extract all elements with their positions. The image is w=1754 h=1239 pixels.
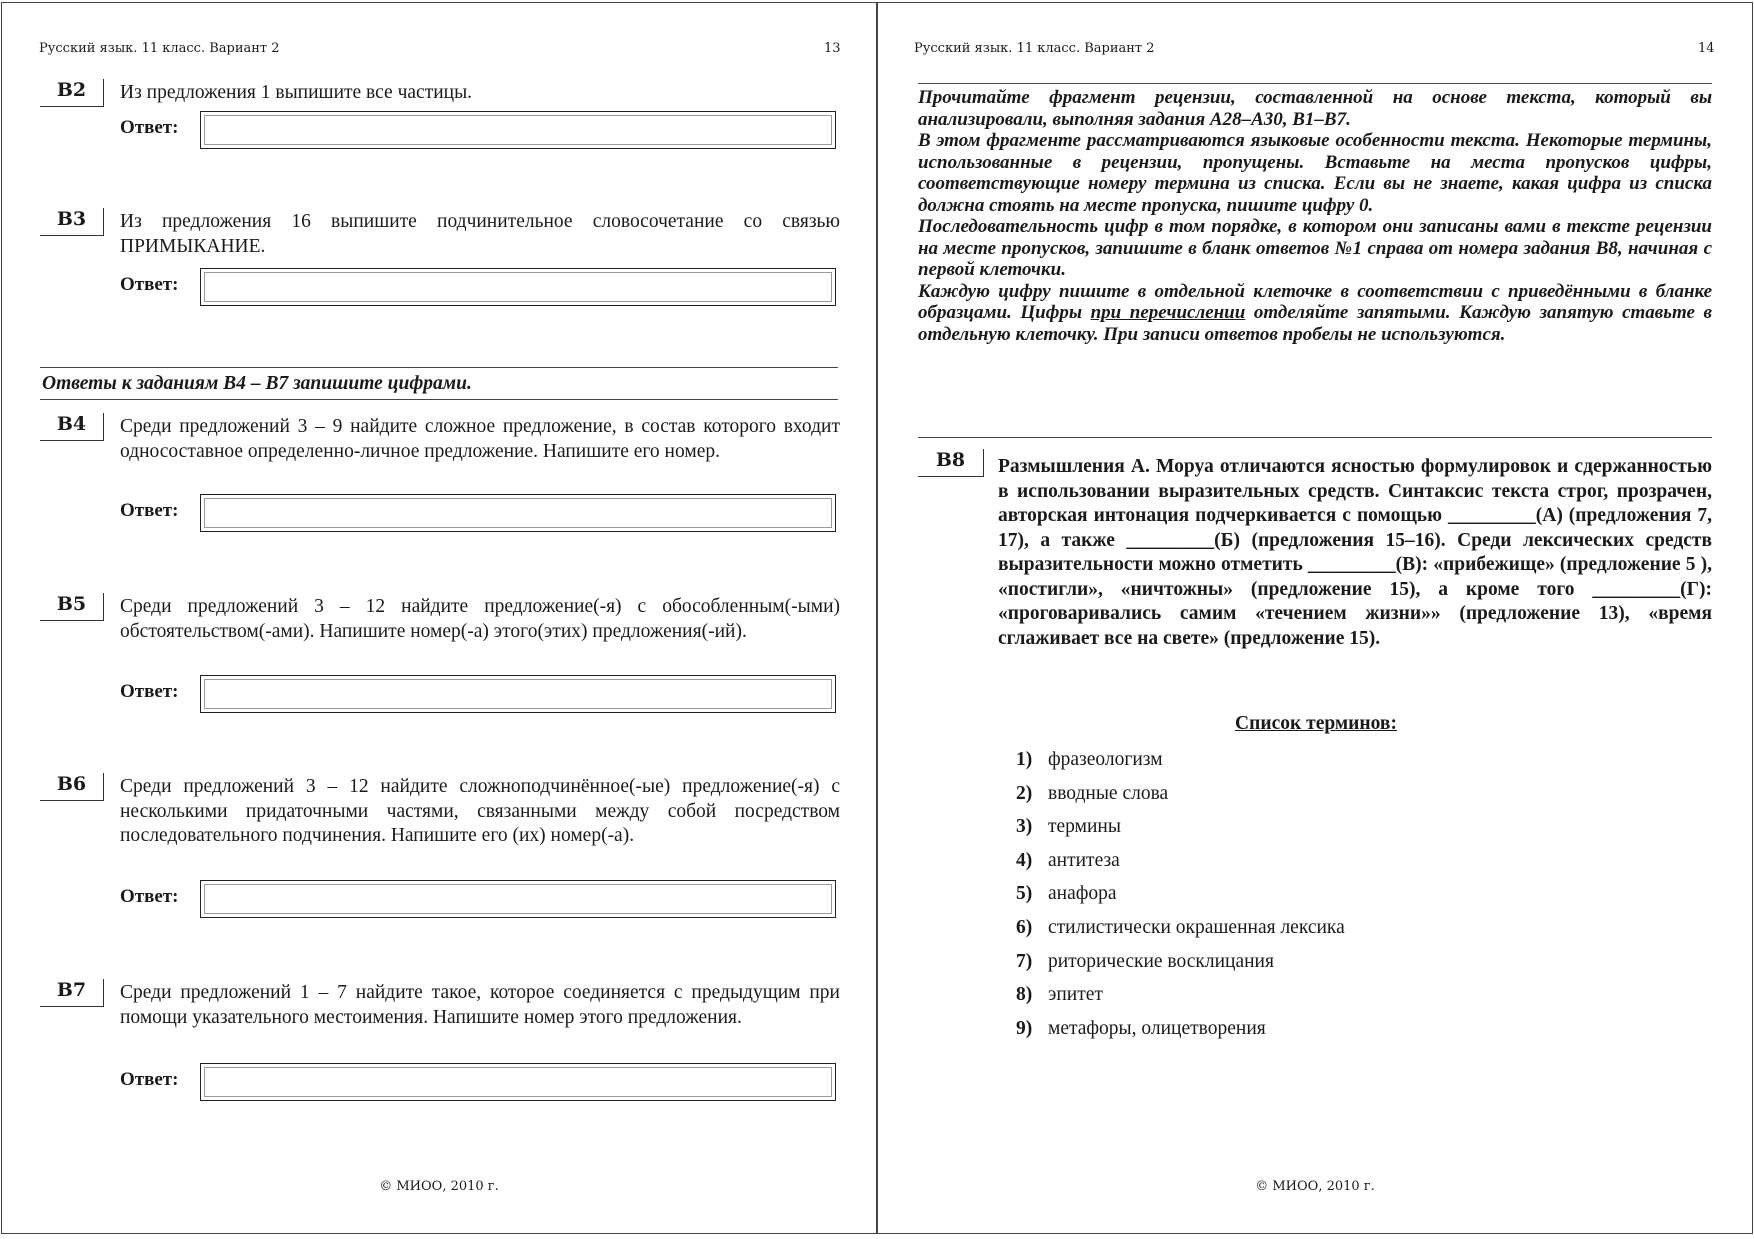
instruction-paragraph: В этом фрагменте рассматриваются языковые особенности текста. Некоторые термины, использованные в рецензии, пропущены. Вставьте на места пропусков цифры, соответствующие номеру термина из списка. Если вы не знаете, какая цифра из списка должна стоять на месте пропуска, пишите цифру 0. xyxy=(918,130,1712,216)
task-number: B3 xyxy=(40,208,104,236)
answer-box[interactable] xyxy=(200,1063,836,1101)
section-rule-top xyxy=(40,367,838,368)
instruction-text: отделяйте запятыми. Каждую запятую ставьте в отдельную клеточку. При записи ответов пробелы не используются. xyxy=(918,302,1712,345)
term-text: анафора xyxy=(1048,883,1117,905)
task-number: B4 xyxy=(40,413,104,441)
section-heading: Ответы к заданиям В4 – В7 запишите цифрами. xyxy=(42,373,472,394)
term-text: метафоры, олицетворения xyxy=(1048,1017,1266,1039)
term-number: 6) xyxy=(1016,916,1033,938)
answer-box[interactable] xyxy=(200,268,836,306)
term-number: 3) xyxy=(1016,816,1033,838)
answer-row xyxy=(120,268,840,308)
section-rule-bottom xyxy=(40,399,838,400)
term-item xyxy=(1016,984,1345,1018)
answer-row xyxy=(120,1063,840,1103)
term-number: 2) xyxy=(1016,782,1033,804)
term-text: стилистически окрашенная лексика xyxy=(1048,916,1345,938)
answer-row xyxy=(120,494,840,534)
term-text: фразеологизм xyxy=(1048,749,1163,770)
term-number: 7) xyxy=(1016,950,1033,972)
task-text: Из предложения 1 выпишите все частицы. xyxy=(120,82,473,103)
term-item xyxy=(1016,883,1345,917)
term-item xyxy=(1016,917,1345,951)
term-number: 9) xyxy=(1016,1017,1033,1039)
terms-title: Список терминов: xyxy=(1235,713,1397,734)
answer-row xyxy=(120,880,840,920)
term-text: эпитет xyxy=(1048,984,1103,1006)
answer-label: Ответ: xyxy=(120,681,179,702)
page-number: 14 xyxy=(1698,41,1715,56)
task-number: B5 xyxy=(40,593,104,621)
term-item xyxy=(1016,850,1345,884)
page-number: 13 xyxy=(824,41,841,56)
footer-copyright: © МИОО, 2010 г. xyxy=(1255,1179,1375,1194)
instruction-paragraph: Прочитайте фрагмент рецензии, составленной на основе текста, который вы анализировали, выполняя задания А28–А30, В1–В7. xyxy=(918,87,1712,130)
answer-box[interactable] xyxy=(200,880,836,918)
answer-box[interactable] xyxy=(200,494,836,532)
answer-label: Ответ: xyxy=(120,274,179,295)
task-text: Из предложения 16 выпишите подчинительное словосочетание со связью ПРИМЫКАНИЕ. xyxy=(120,211,840,257)
answer-box[interactable] xyxy=(200,111,836,149)
task-number: B6 xyxy=(40,773,104,801)
term-text: риторические восклицания xyxy=(1048,950,1274,972)
term-number: 1) xyxy=(1016,749,1033,770)
task-b8-text: Размышления А. Моруа отличаются ясностью формулировок и сдержанностью в использовании выразительных средств. Синтаксис текста строг, прозрачен, авторская интонация подчеркивается с помощью _________(А) (предложения 7, 17), а также _________(Б) (предложения 15–16). Среди лексических средств выразительности можно отметить _________(В): «прибежище» (предложение 5 ), «постигли», «ничтожны» (предложение 15), а кроме того _________(Г): «проговаривались самим «течением жизни»» (предложение 13), «время сглаживает все на свете» (предложение 15). xyxy=(998,456,1712,649)
running-head: Русский язык. 11 класс. Вариант 2 xyxy=(914,41,1155,56)
right-page xyxy=(877,2,1753,1234)
term-text: термины xyxy=(1048,816,1121,838)
left-page xyxy=(1,2,877,1234)
footer-copyright: © МИОО, 2010 г. xyxy=(379,1179,499,1194)
term-item xyxy=(1016,783,1345,817)
instruction-block xyxy=(918,87,1712,345)
instruction-underlined-text: при перечислении xyxy=(1090,302,1246,323)
answer-row xyxy=(120,675,840,715)
task-text: Среди предложений 1 – 7 найдите такое, которое соединяется с предыдущим при помощи указательного местоимения. Напишите номер этого предложения. xyxy=(120,982,840,1028)
task-number: B7 xyxy=(40,979,104,1007)
term-number: 8) xyxy=(1016,984,1033,1006)
instruction-rule-top xyxy=(918,83,1712,84)
instruction-rule-bottom xyxy=(918,437,1712,438)
term-item xyxy=(1016,816,1345,850)
answer-label: Ответ: xyxy=(120,117,179,138)
task-number: B2 xyxy=(40,79,104,107)
answer-row xyxy=(120,111,840,151)
answer-label: Ответ: xyxy=(120,886,179,907)
term-item xyxy=(1016,1018,1345,1052)
term-item xyxy=(1016,951,1345,985)
answer-label: Ответ: xyxy=(120,500,179,521)
answer-box[interactable] xyxy=(200,675,836,713)
term-number: 4) xyxy=(1016,849,1033,871)
answer-label: Ответ: xyxy=(120,1069,179,1090)
task-text: Среди предложений 3 – 12 найдите сложноподчинённое(-ые) предложение(-я) с несколькими придаточными частями, связанными между собой посредством последовательного подчинения. Напишите его (их) номер(-а). xyxy=(120,776,840,846)
task-number: B8 xyxy=(918,449,984,477)
term-item xyxy=(1016,749,1345,783)
instruction-text: Каждую цифру пишите в отдельной клеточке в соответствии с приведёнными в бланке образцами. Цифры xyxy=(918,280,1712,323)
task-text: Среди предложений 3 – 9 найдите сложное предложение, в состав которого входит односоставное определенно-личное предложение. Напишите его номер. xyxy=(120,416,840,462)
task-text: Среди предложений 3 – 12 найдите предложение(-я) с обособленным(-ыми) обстоятельством(-ами). Напишите номер(-а) этого(этих) предложения(-ий). xyxy=(120,596,840,642)
terms-list xyxy=(1016,749,1345,1051)
instruction-paragraph: Последовательность цифр в том порядке, в котором они записаны вами в тексте рецензии на месте пропусков, запишите в бланк ответов №1 справа от номера задания В8, начиная с первой клеточки. xyxy=(918,216,1712,280)
term-text: вводные слова xyxy=(1048,782,1169,804)
term-text: антитеза xyxy=(1048,849,1120,871)
term-number: 5) xyxy=(1016,883,1033,905)
instruction-paragraph xyxy=(918,281,1712,346)
running-head: Русский язык. 11 класс. Вариант 2 xyxy=(39,41,280,56)
